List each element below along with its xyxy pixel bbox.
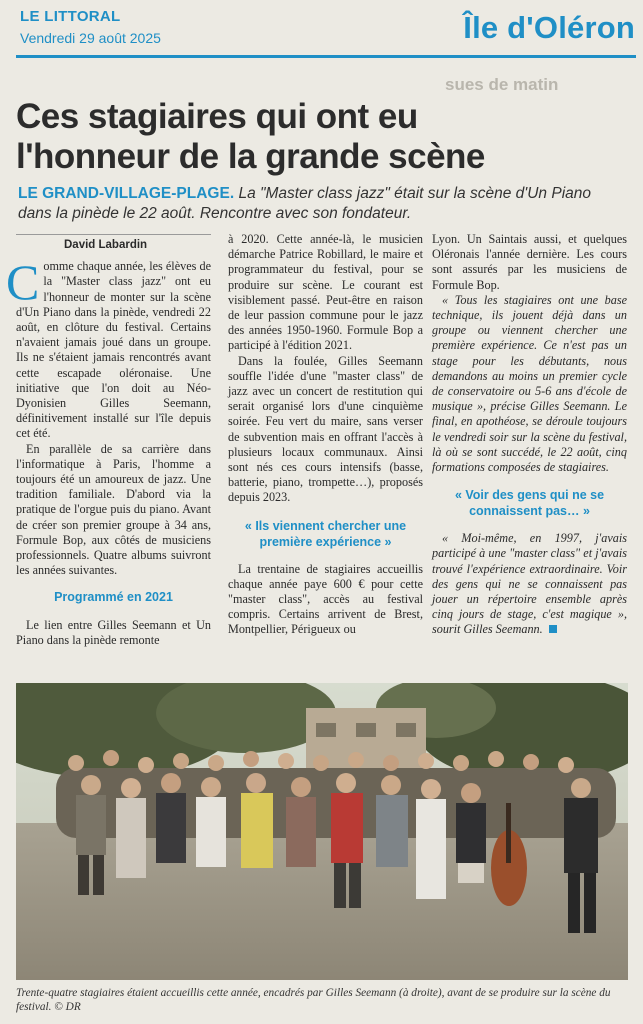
paragraph-text: omme chaque année, les élèves de la "Master class jazz" ont eu l'honneur de monter sur la scène d'Un Piano dans la pinède, vendredi 22 août, en clôture du festival. Certains n'avaient jamais joué dans un groupe. Ils ne s'étaient jamais rencontrés avant cette escapade oléronaise. Une initiative que l'on doit au Néo-Dyonisien Gilles Seemann, définitivement installé sur l'île depuis cet été. [16, 259, 211, 441]
dateline-place: LE GRAND-VILLAGE-PLAGE. [18, 185, 235, 202]
quote-text: « Moi-même, en 1997, j'avais participé à une "master class" et j'avais trouvé l'expérience extraordinaire. Voir des gens qui ne se connaissent pas jouer un répertoire ensemble après cinq jours de stage, c'est magique », sourit Gilles Seemann. [432, 531, 627, 637]
paragraph [432, 293, 627, 475]
standfirst [18, 184, 623, 224]
masthead-rule [16, 55, 636, 58]
paper-name: LE LITTORAL [20, 8, 121, 25]
paragraph: La trentaine de stagiaires accueillis chaque année paye 600 € pour cette "master class", accès au festival compris. Certains arrivent de Brest, Montpellier, Périgueux ou [228, 561, 423, 637]
article-column-3 [432, 232, 627, 638]
paragraph: Le lien entre Gilles Seemann et Un Piano dans la pinède remonte [16, 617, 211, 647]
byline: David Labardin [16, 234, 211, 253]
article-column-2 [228, 232, 423, 638]
paragraph: Dans la foulée, Gilles Seemann souffle l'idée d'une "master class" de jazz avec un concert de restitution qui serait organisé lors d'une cinquième soirée. Feu vert du maire, sans verser de subvention mais en offrant l'accès à plusieurs locaux communaux. Ainsi sont nés ces cours intensifs (basse, batterie, piano, trompette…), proposés depuis 2023. [228, 353, 423, 505]
issue-date: Vendredi 29 août 2025 [20, 30, 161, 46]
paragraph: En parallèle de sa carrière dans l'informatique à Paris, l'homme a toujours été un amoureux de jazz. Une tradition familiale. D'abord via la pratique de l'orgue puis du piano. Avant de créer son premier groupe à 34 ans, Formule Bop, aux côtés de musiciens professionnels. Quatre albums suivront les années suivantes. [16, 441, 211, 578]
section-title: Île d'Oléron [463, 10, 635, 45]
headline [16, 97, 616, 177]
photo-caption: Trente-quatre stagiaires étaient accueillis cette année, encadrés par Gilles Seemann (à droite), avant de se produire sur la scène du festival. © DR [16, 987, 611, 1013]
quote-text: « Tous les stagiaires ont une base technique, ils jouent déjà dans un groupe ou viennent chercher une première expérience. Ce n'est pas un stage pour les débutants, nous demandons au moins un premier cycle de conservatoire ou 5-6 ans d'école de musique », précise Gilles Seemann. Le final, en apothéose, se déroule toujours le vendredi soir sur la scène du festival, là où se sont succédé, le 22 août, cinq formations composées de stagiaires. [432, 292, 627, 475]
paragraph [6, 254, 211, 441]
standfirst-text: La "Master class jazz" était sur la scène d'Un Piano dans la pinède le 22 août. Rencontre avec son fondateur. [18, 185, 591, 222]
bleed-through-text: sues de matin [445, 75, 559, 94]
pull-quote: « Ils viennent chercher une première expérience » [244, 518, 407, 549]
pull-quote: « Voir des gens qui ne se connaissent pas… » [454, 488, 605, 519]
paragraph: Lyon. Un Saintais aussi, et quelques Oléronais l'année dernière. Les cours sont assurés par les musiciens de Formule Bop. [432, 232, 627, 292]
subheading: Programmé en 2021 [54, 590, 173, 605]
drop-cap: C [6, 254, 40, 311]
headline-line-1: Ces stagiaires qui ont eu [16, 97, 418, 136]
article-column-1 [6, 232, 211, 648]
masthead [0, 0, 643, 62]
paragraph [432, 531, 627, 637]
group-photo-illustration [16, 683, 628, 980]
end-mark-icon [549, 625, 557, 633]
group-photo [16, 683, 628, 980]
paragraph: à 2020. Cette année-là, le musicien démarche Patrice Robillard, le maire et programmateur du festival, pour se produire sur scène. Le courant est visiblement passé. Peut-être en raison de leur passion commune pour le jazz des années 1950-1960. Formule Bop a participé à l'édition 2021. [228, 232, 423, 353]
headline-line-2: l'honneur de la grande scène [16, 137, 485, 176]
